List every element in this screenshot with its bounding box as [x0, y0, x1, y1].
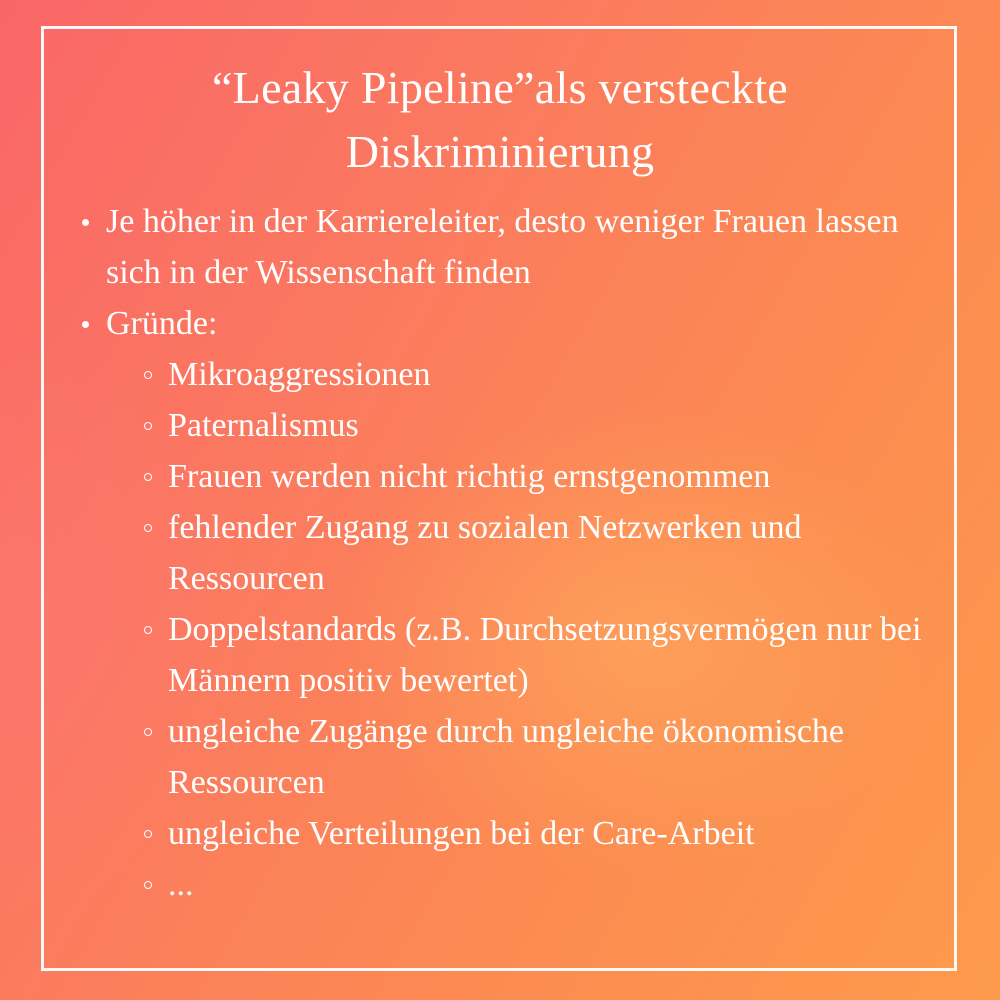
reason-item — [70, 502, 950, 604]
hollow-bullet-icon — [144, 728, 152, 736]
hollow-bullet-icon — [144, 473, 152, 481]
reason-text: ungleiche Zugänge durch ungleiche ökonomische Ressourcen — [168, 713, 844, 801]
hollow-bullet-icon — [144, 422, 152, 430]
reason-item — [70, 604, 950, 706]
reason-text: Paternalismus — [168, 407, 359, 444]
main-bullet-list — [70, 196, 950, 349]
reason-item — [70, 451, 950, 502]
reason-item — [70, 706, 950, 808]
reason-text: Mikroaggressionen — [168, 356, 431, 393]
bullet-text: Je höher in der Karriereleiter, desto weniger Frauen lassen sich in der Wissenschaft finden — [106, 203, 899, 291]
reason-text: fehlender Zugang zu sozialen Netzwerken und Ressourcen — [168, 509, 802, 597]
filled-bullet-icon — [82, 321, 89, 328]
reason-text: ungleiche Verteilungen bei der Care-Arbeit — [168, 815, 755, 852]
hollow-bullet-icon — [144, 830, 152, 838]
bullet-item-reasons — [70, 298, 950, 349]
reason-text: ... — [168, 866, 194, 903]
hollow-bullet-icon — [144, 881, 152, 889]
hollow-bullet-icon — [144, 524, 152, 532]
hollow-bullet-icon — [144, 371, 152, 379]
filled-bullet-icon — [82, 219, 89, 226]
reason-item — [70, 400, 950, 451]
slide-title: “Leaky Pipeline”als versteckte Diskriminierung — [211, 62, 789, 177]
bullet-item-career-ladder — [70, 196, 950, 298]
reason-text: Doppelstandards (z.B. Durchsetzungsvermögen nur bei Männern positiv bewertet) — [168, 611, 922, 699]
slide-content — [70, 196, 950, 910]
hollow-bullet-icon — [144, 626, 152, 634]
reason-text: Frauen werden nicht richtig ernstgenommen — [168, 458, 771, 495]
reason-item — [70, 349, 950, 400]
bullet-text: Gründe: — [106, 305, 218, 342]
reason-item — [70, 808, 950, 859]
reason-item — [70, 859, 950, 910]
reasons-sub-list — [70, 349, 950, 910]
